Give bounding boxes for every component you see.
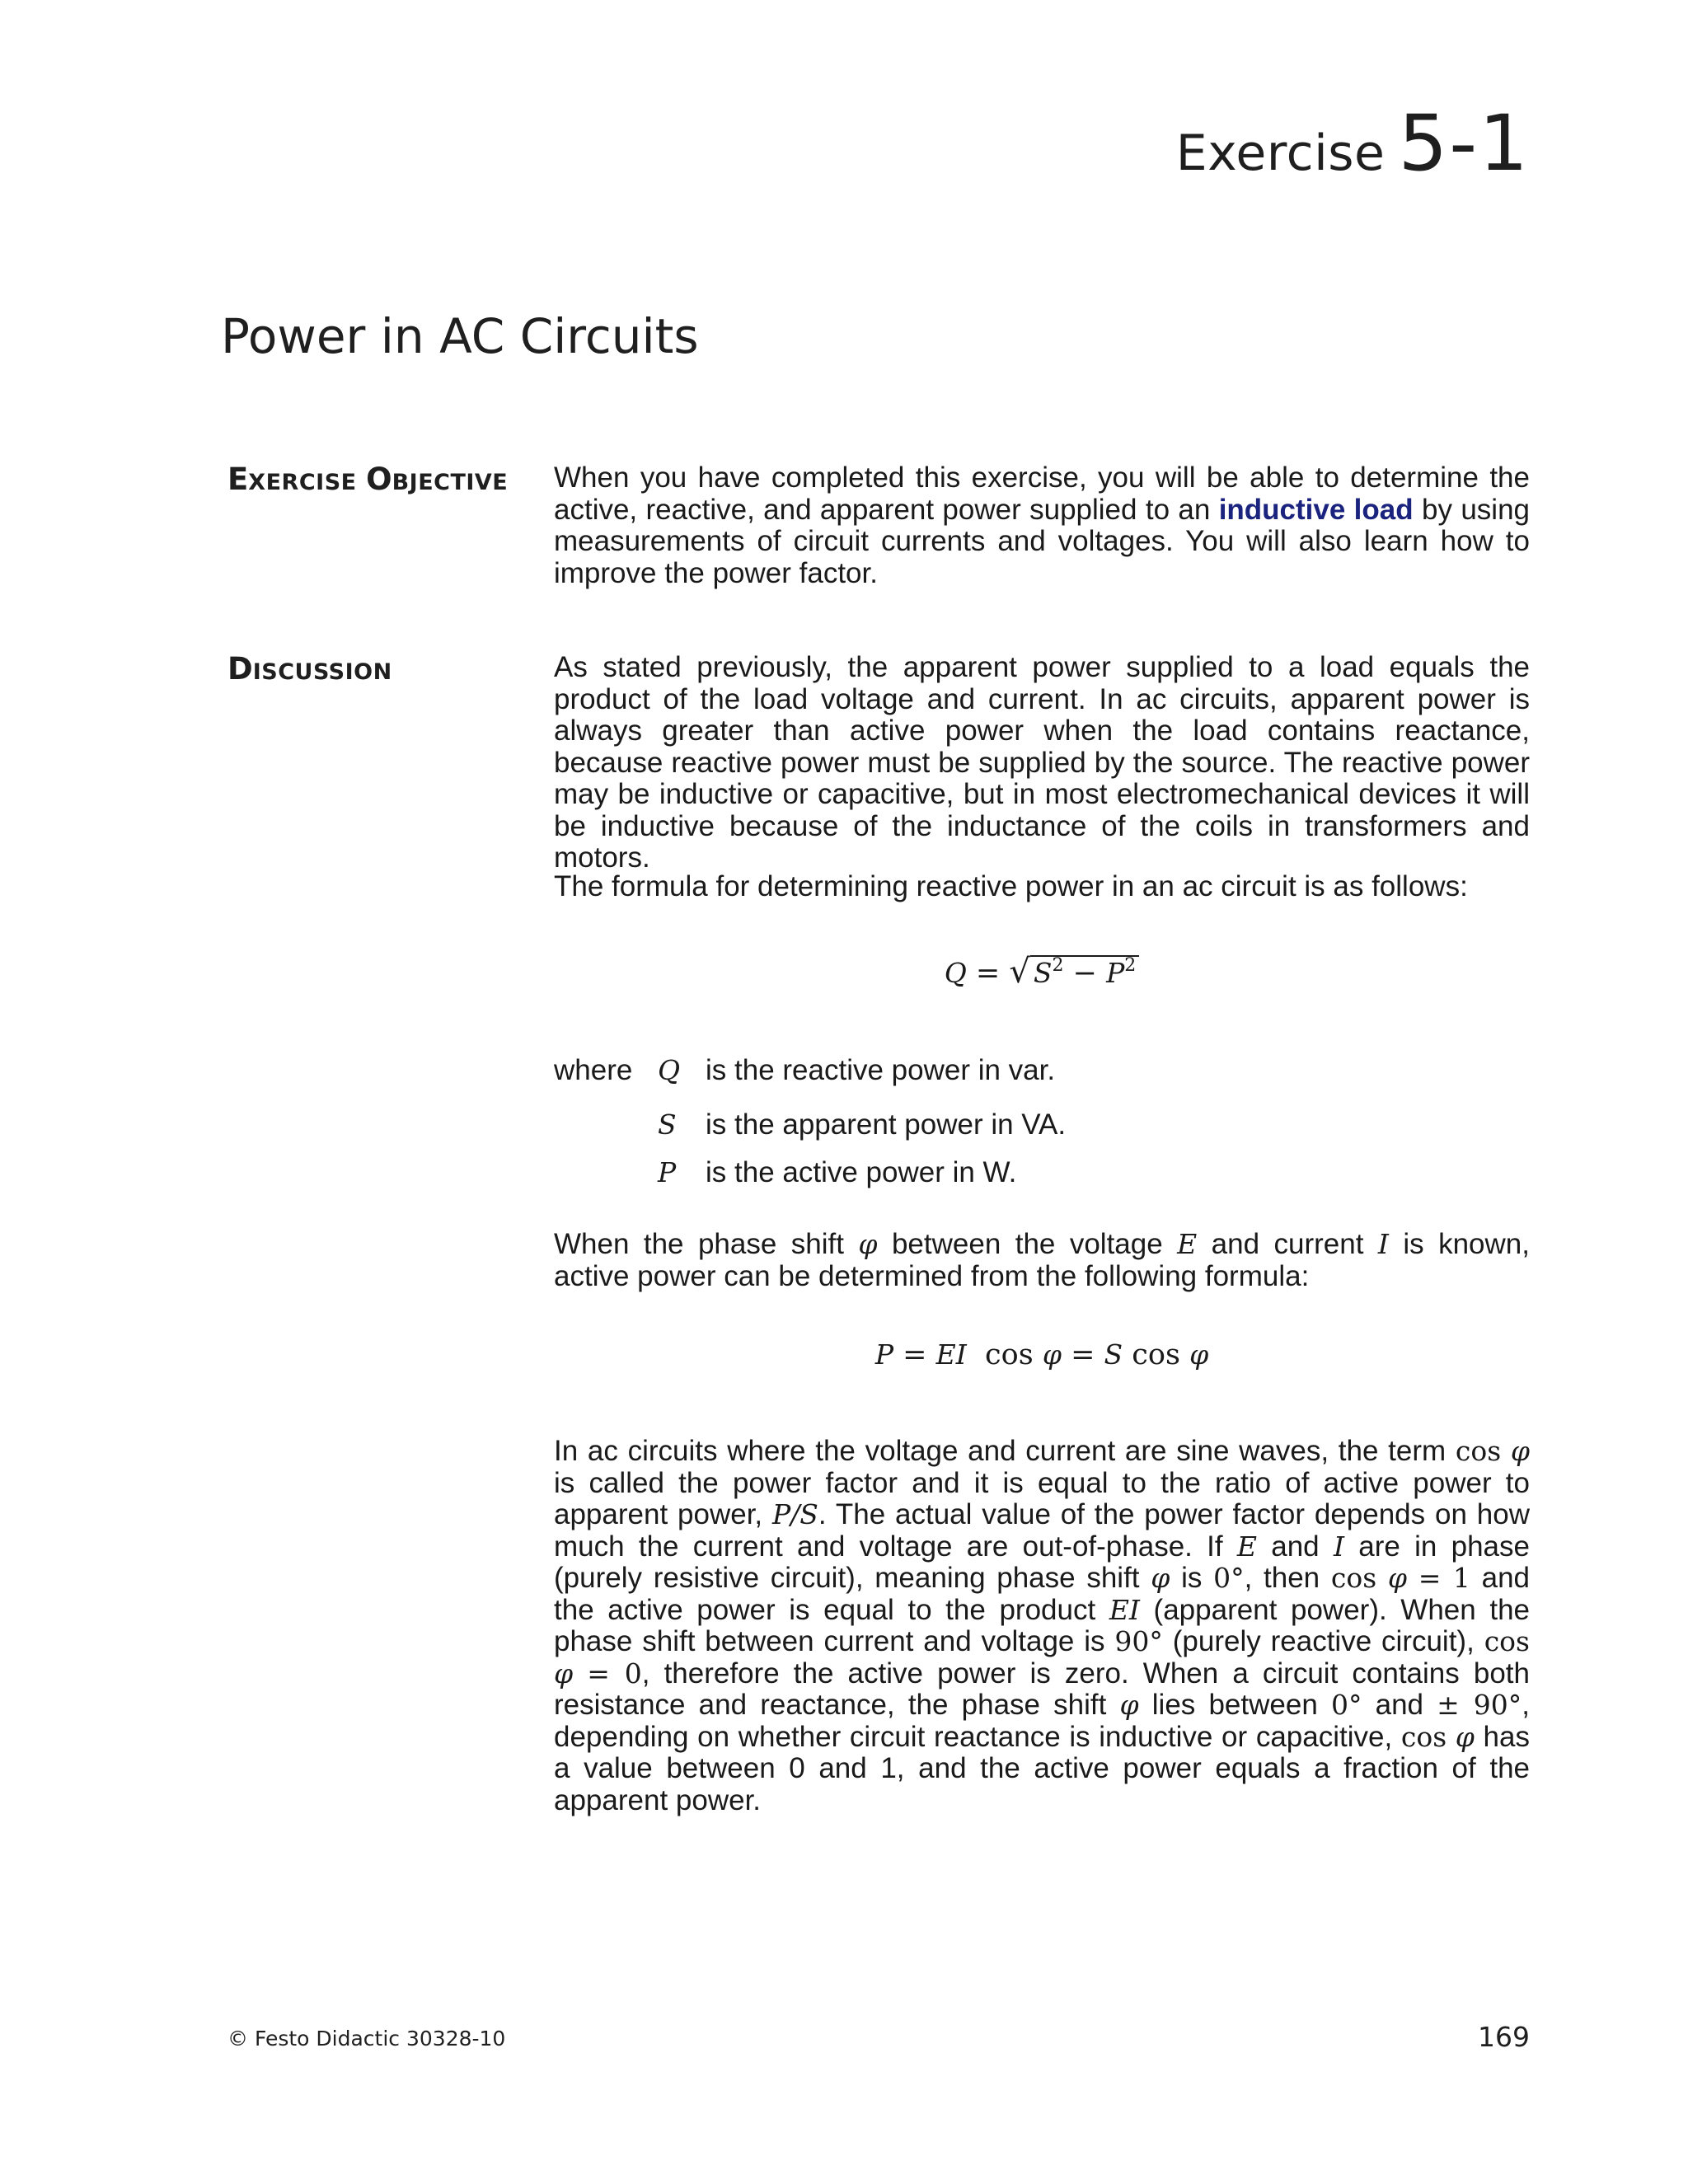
page-number: 169	[1478, 2021, 1530, 2053]
copyright: © Festo Didactic 30328-10	[227, 2027, 506, 2050]
page-title: Power in AC Circuits	[221, 308, 699, 364]
discussion-label: DISCUSSION	[227, 651, 392, 687]
objective-text: When you have completed this exercise, you will be able to determine the active, reactive, and apparent power supplied to an inductive load by using measurements of circuit currents and voltages. You will also learn how to improve the power factor.	[554, 462, 1530, 589]
objective-label: EXERCISE OBJECTIVE	[227, 462, 509, 497]
discussion-paragraph-4: In ac circuits where the voltage and current are sine waves, the term cos φ is called the power factor and it is equal to the ratio of active power to apparent power, P/S. The actual value of the power factor depends on how much the current and voltage are out-of-phase. If E and I are in phase (purely resistive circuit), meaning phase shift φ is 0°, then cos φ = 1 and the active power is equal to the product EI (apparent power). When the phase shift between current and voltage is 90° (purely reactive circuit), cos φ = 0, therefore the active power is zero. When a circuit contains both resistance and reactance, the phase shift φ lies between 0° and ± 90°, depending on whether circuit reactance is inductive or capacitive, cos φ has a value between 0 and 1, and the active power equals a fraction of the apparent power.	[554, 1435, 1531, 1816]
inductive-load-link[interactable]: inductive load	[1218, 493, 1414, 526]
exercise-number: 5-1	[1398, 99, 1530, 189]
exercise-label: Exercise	[1175, 124, 1386, 182]
active-power-equation: P = EI cos φ = S cos φ	[874, 1338, 1209, 1371]
discussion-paragraph-3: When the phase shift φ between the voltage E and current I is known, active power can be determined from the following formula:	[554, 1228, 1530, 1292]
discussion-paragraph-1: As stated previously, the apparent power supplied to a load equals the product of the load voltage and current. In ac circuits, apparent power is always greater than active power when the load contains reactance, because reactive power must be supplied by the source. The reactive power may be inductive or capacitive, but in most electromechanical devices it will be inductive because of the inductance of the coils in transformers and motors.	[554, 651, 1530, 874]
exercise-header	[1176, 99, 1530, 189]
discussion-paragraph-2: The formula for determining reactive power in an ac circuit is as follows:	[554, 870, 1468, 902]
reactive-power-equation: Q = √ $S^2 - P^2$	[554, 953, 1530, 991]
